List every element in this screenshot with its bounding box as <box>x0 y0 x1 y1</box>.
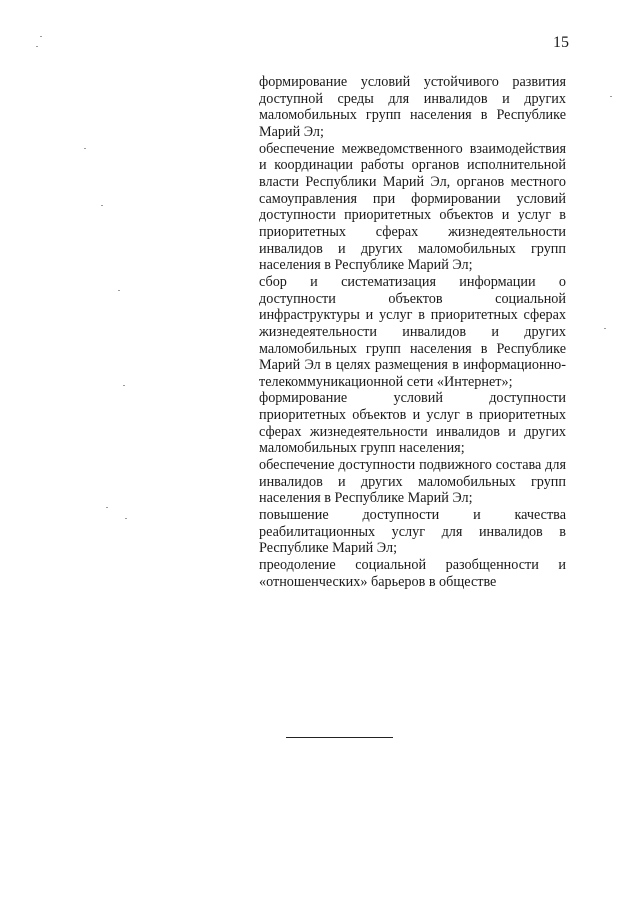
list-item: сбор и систематизация информации о доступности объектов социальной инфраструктуры и услуг в приоритетных сферах жизнедеятельности инвалидов и других маломобильных групп населения в Республике Марий Эл в целях размещения в информационно-телекоммуникационной сети «Интернет»; <box>259 273 566 390</box>
scan-speck <box>84 148 86 149</box>
scan-speck <box>40 36 42 37</box>
list-item: повышение доступности и качества реабилитационных услуг для инвалидов в Республике Марий Эл; <box>259 507 566 557</box>
scan-speck <box>604 328 606 329</box>
scan-speck <box>123 385 125 386</box>
scan-speck <box>610 96 612 97</box>
scan-speck <box>125 518 127 519</box>
list-item: формирование условий устойчивого развития доступной среды для инвалидов и других маломобильных групп населения в Республике Марий Эл; <box>259 74 566 140</box>
list-item: обеспечение доступности подвижного состава для инвалидов и других маломобильных групп населения в Республике Марий Эл; <box>259 457 566 507</box>
page-number: 15 <box>553 34 569 51</box>
list-item: формирование условий доступности приоритетных объектов и услуг в приоритетных сферах жизнедеятельности инвалидов и других маломобильных групп населения; <box>259 390 566 457</box>
scan-speck <box>36 46 38 47</box>
list-item: обеспечение межведомственного взаимодействия и координации работы органов исполнительной власти Республики Марий Эл, органов местного самоуправления при формировании условий доступности приоритетных объектов и услуг в приоритетных сферах жизнедеятельности инвалидов и других маломобильных групп населения в Республике Марий Эл; <box>259 140 566 274</box>
list-item: преодоление социальной разобщенности и «отношенческих» барьеров в обществе <box>259 557 566 590</box>
task-list <box>259 74 566 590</box>
scan-speck <box>106 507 108 508</box>
scan-speck <box>118 290 120 291</box>
separator-line <box>286 737 393 738</box>
scan-speck <box>101 205 103 206</box>
